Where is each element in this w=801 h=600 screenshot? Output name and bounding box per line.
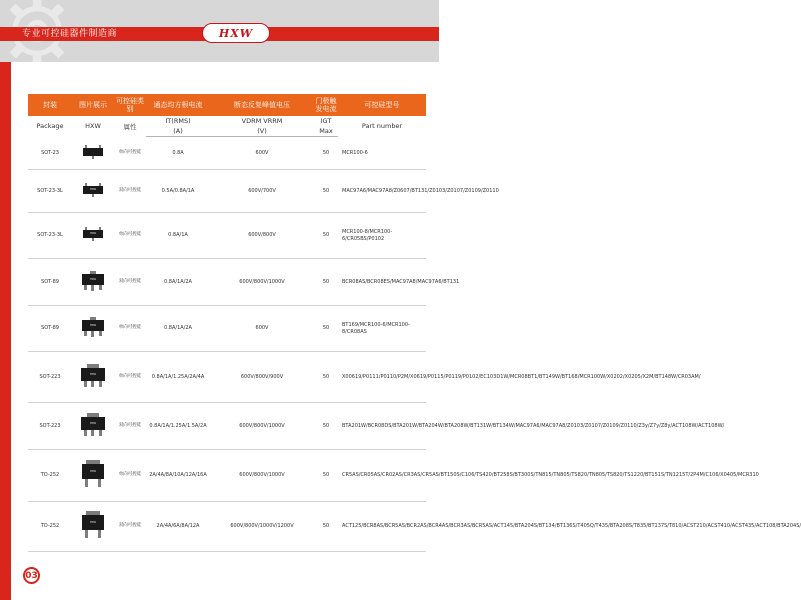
voltage-cell: 600V — [210, 306, 314, 352]
part-number-cell: MCR100-6 — [338, 137, 426, 170]
col-type-cn: 可控硅类别 — [114, 94, 146, 116]
col-igt-en: IGT — [314, 116, 338, 126]
col-voltage-en: VDRM VRRM — [210, 116, 314, 126]
package-cell: SOT-23-3L — [28, 213, 72, 259]
chip-marking-label: HXW — [89, 470, 97, 474]
part-number-cell: BT169/MCR100-6/MCR100-8/CR08AS — [338, 306, 426, 352]
table-row — [28, 306, 426, 352]
part-number-cell: CR5AS/CR05AS/CR02AS/CR3AS/CR5AS/BT150S/C106/TS420/BT258S/BT300S/TN815/TN805/TS820/TN805/TS820/TS1220/BT151S/TN1215T/2P4M/C106/X0405/MCR310 — [338, 450, 426, 502]
header-row-en — [28, 116, 426, 126]
page-number-badge — [23, 567, 40, 584]
type-cell: 单向可控硅 — [114, 213, 146, 259]
table-row — [28, 403, 426, 450]
chip-package-image — [81, 460, 105, 488]
part-number-cell: BTA201W/BCR08DS/BTA201W/BTA204W/BTA208W/BT131W/BT134W/MAC97A6/MAC97A8/Z0103/Z0107/Z0109/Z0110/Z3y/Z7y/Z8y/ACT108W/ACT108W/ — [338, 403, 426, 450]
col-current-en: IT(RMS) — [146, 116, 210, 126]
part-number-cell: MAC97A6/MAC97A8/Z0607/BT131/Z0103/Z0107/Z0109/Z0110 — [338, 170, 426, 213]
current-cell: 0.8A/1A/1.25A/1.5A/2A — [146, 403, 210, 450]
chip-image-cell — [72, 450, 114, 502]
voltage-cell: 600V/700V — [210, 170, 314, 213]
type-cell: 单向可控硅 — [114, 306, 146, 352]
col-igt-unit: Max — [314, 126, 338, 137]
voltage-cell: 600V — [210, 137, 314, 170]
igt-cell: 50 — [314, 259, 338, 306]
col-current-cn: 通态均方根电流 — [146, 94, 210, 116]
voltage-cell: 600V/800V — [210, 213, 314, 259]
col-voltage-cn: 断态反复峰值电压 — [210, 94, 314, 116]
chip-package-image — [81, 271, 105, 291]
col-part-en: Part number — [338, 116, 426, 137]
chip-image-cell — [72, 306, 114, 352]
chip-marking-label: HXW — [89, 232, 97, 236]
type-cell: 双向可控硅 — [114, 502, 146, 552]
package-cell: TO-252 — [28, 450, 72, 502]
chip-image-cell — [72, 502, 114, 552]
brand-logo — [202, 23, 270, 43]
left-accent-bar — [0, 62, 11, 600]
voltage-cell: 600V/800V/900V — [210, 352, 314, 403]
package-cell: SOT-89 — [28, 259, 72, 306]
type-cell: 双向可控硅 — [114, 170, 146, 213]
current-cell: 0.8A/1A/2A — [146, 306, 210, 352]
chip-package-image — [82, 144, 104, 160]
chip-package-image — [81, 511, 105, 539]
igt-cell: 50 — [314, 170, 338, 213]
chip-image-cell — [72, 259, 114, 306]
part-number-cell: MCR100-8/MCR100-6/CR05BS/P0102 — [338, 213, 426, 259]
chip-package-image — [82, 226, 104, 242]
table-row — [28, 352, 426, 403]
igt-cell: 50 — [314, 137, 338, 170]
type-cell: 单向可控硅 — [114, 137, 146, 170]
package-cell: SOT-23-3L — [28, 170, 72, 213]
igt-cell: 50 — [314, 502, 338, 552]
chip-package-image — [80, 413, 106, 437]
product-table — [28, 94, 801, 552]
voltage-cell: 600V/800V/1000V — [210, 259, 314, 306]
chip-image-cell — [72, 137, 114, 170]
chip-image-cell — [72, 213, 114, 259]
chip-package-image — [82, 182, 104, 198]
col-current-unit: (A) — [146, 126, 210, 137]
chip-image-cell — [72, 170, 114, 213]
part-number-cell: BCR08AS/BCR08ES/MAC97A8/MAC97A6/BT131 — [338, 259, 426, 306]
header-row-cn — [28, 94, 426, 116]
chip-marking-label: HXW — [89, 521, 97, 525]
col-type-en: 属性 — [114, 116, 146, 137]
chip-package-image — [80, 364, 106, 388]
package-cell: SOT-223 — [28, 352, 72, 403]
package-cell: SOT-23 — [28, 137, 72, 170]
igt-cell: 50 — [314, 352, 338, 403]
current-cell: 0.8A — [146, 137, 210, 170]
table-row — [28, 170, 426, 213]
type-cell: 单向可控硅 — [114, 450, 146, 502]
col-voltage-unit: (V) — [210, 126, 314, 137]
igt-cell: 50 — [314, 306, 338, 352]
voltage-cell: 600V/800V/1000V — [210, 403, 314, 450]
type-cell: 双向可控硅 — [114, 259, 146, 306]
col-package-en: Package — [28, 116, 72, 137]
slogan-text: 专业可控硅器件制造商 — [22, 29, 118, 39]
current-cell: 0.8A/1A — [146, 213, 210, 259]
current-cell: 2A/4A/8A/10A/12A/16A — [146, 450, 210, 502]
chip-marking-label: HXW — [89, 324, 97, 328]
igt-cell: 50 — [314, 213, 338, 259]
col-part-cn: 可控硅型号 — [338, 94, 426, 116]
igt-cell: 50 — [314, 450, 338, 502]
current-cell: 0.8A/1A/1.25A/2A/4A — [146, 352, 210, 403]
part-number-cell: ACT125/BCR8AS/BCR5AS/BCR2AS/BCR4AS/BCR3AS/BCR5AS/ACT145/BTA204S/BT134/BT136S/T405Q/T435/BTA208S/T835/BT137S/T810/ACST210/ACST410/ACST435/ACT108/BTA204S/ — [338, 502, 426, 552]
chip-package-image — [81, 317, 105, 337]
table-row — [28, 213, 426, 259]
col-package-cn: 封装 — [28, 94, 72, 116]
chip-image-cell — [72, 403, 114, 450]
voltage-cell: 600V/800V/1000V — [210, 450, 314, 502]
type-cell: 单向可控硅 — [114, 352, 146, 403]
current-cell: 2A/4A/6A/8A/12A — [146, 502, 210, 552]
col-image-cn: 图片展示 — [72, 94, 114, 116]
current-cell: 0.5A/0.8A/1A — [146, 170, 210, 213]
table-row — [28, 450, 426, 502]
table-row — [28, 502, 426, 552]
col-image-en: HXW — [72, 116, 114, 137]
table-row — [28, 259, 426, 306]
chip-marking-label: HXW — [89, 421, 97, 425]
col-igt-cn: 门极触发电流 — [314, 94, 338, 116]
chip-marking-label: HXW — [89, 372, 97, 376]
current-cell: 0.8A/1A/2A — [146, 259, 210, 306]
chip-marking-label: HXW — [89, 277, 97, 281]
chip-marking-label: HXW — [89, 187, 97, 191]
type-cell: 双向可控硅 — [114, 403, 146, 450]
voltage-cell: 600V/800V/1000V/1200V — [210, 502, 314, 552]
table-row — [28, 137, 426, 170]
header-band — [0, 0, 439, 62]
package-cell: SOT-89 — [28, 306, 72, 352]
package-cell: TO-252 — [28, 502, 72, 552]
chip-image-cell — [72, 352, 114, 403]
part-number-cell: X00619/P0111/P0110/P2M/X0619/P0115/P0119/P0102/EC103D1W/MCR08BT1/BT149W/BT168/MCR100W/X0202/X0205/X2M/BT148W/CR03AM/ — [338, 352, 426, 403]
package-cell: SOT-223 — [28, 403, 72, 450]
page-number: 03 — [25, 570, 38, 581]
brand-logo-text: HXW — [218, 26, 254, 40]
igt-cell: 50 — [314, 403, 338, 450]
